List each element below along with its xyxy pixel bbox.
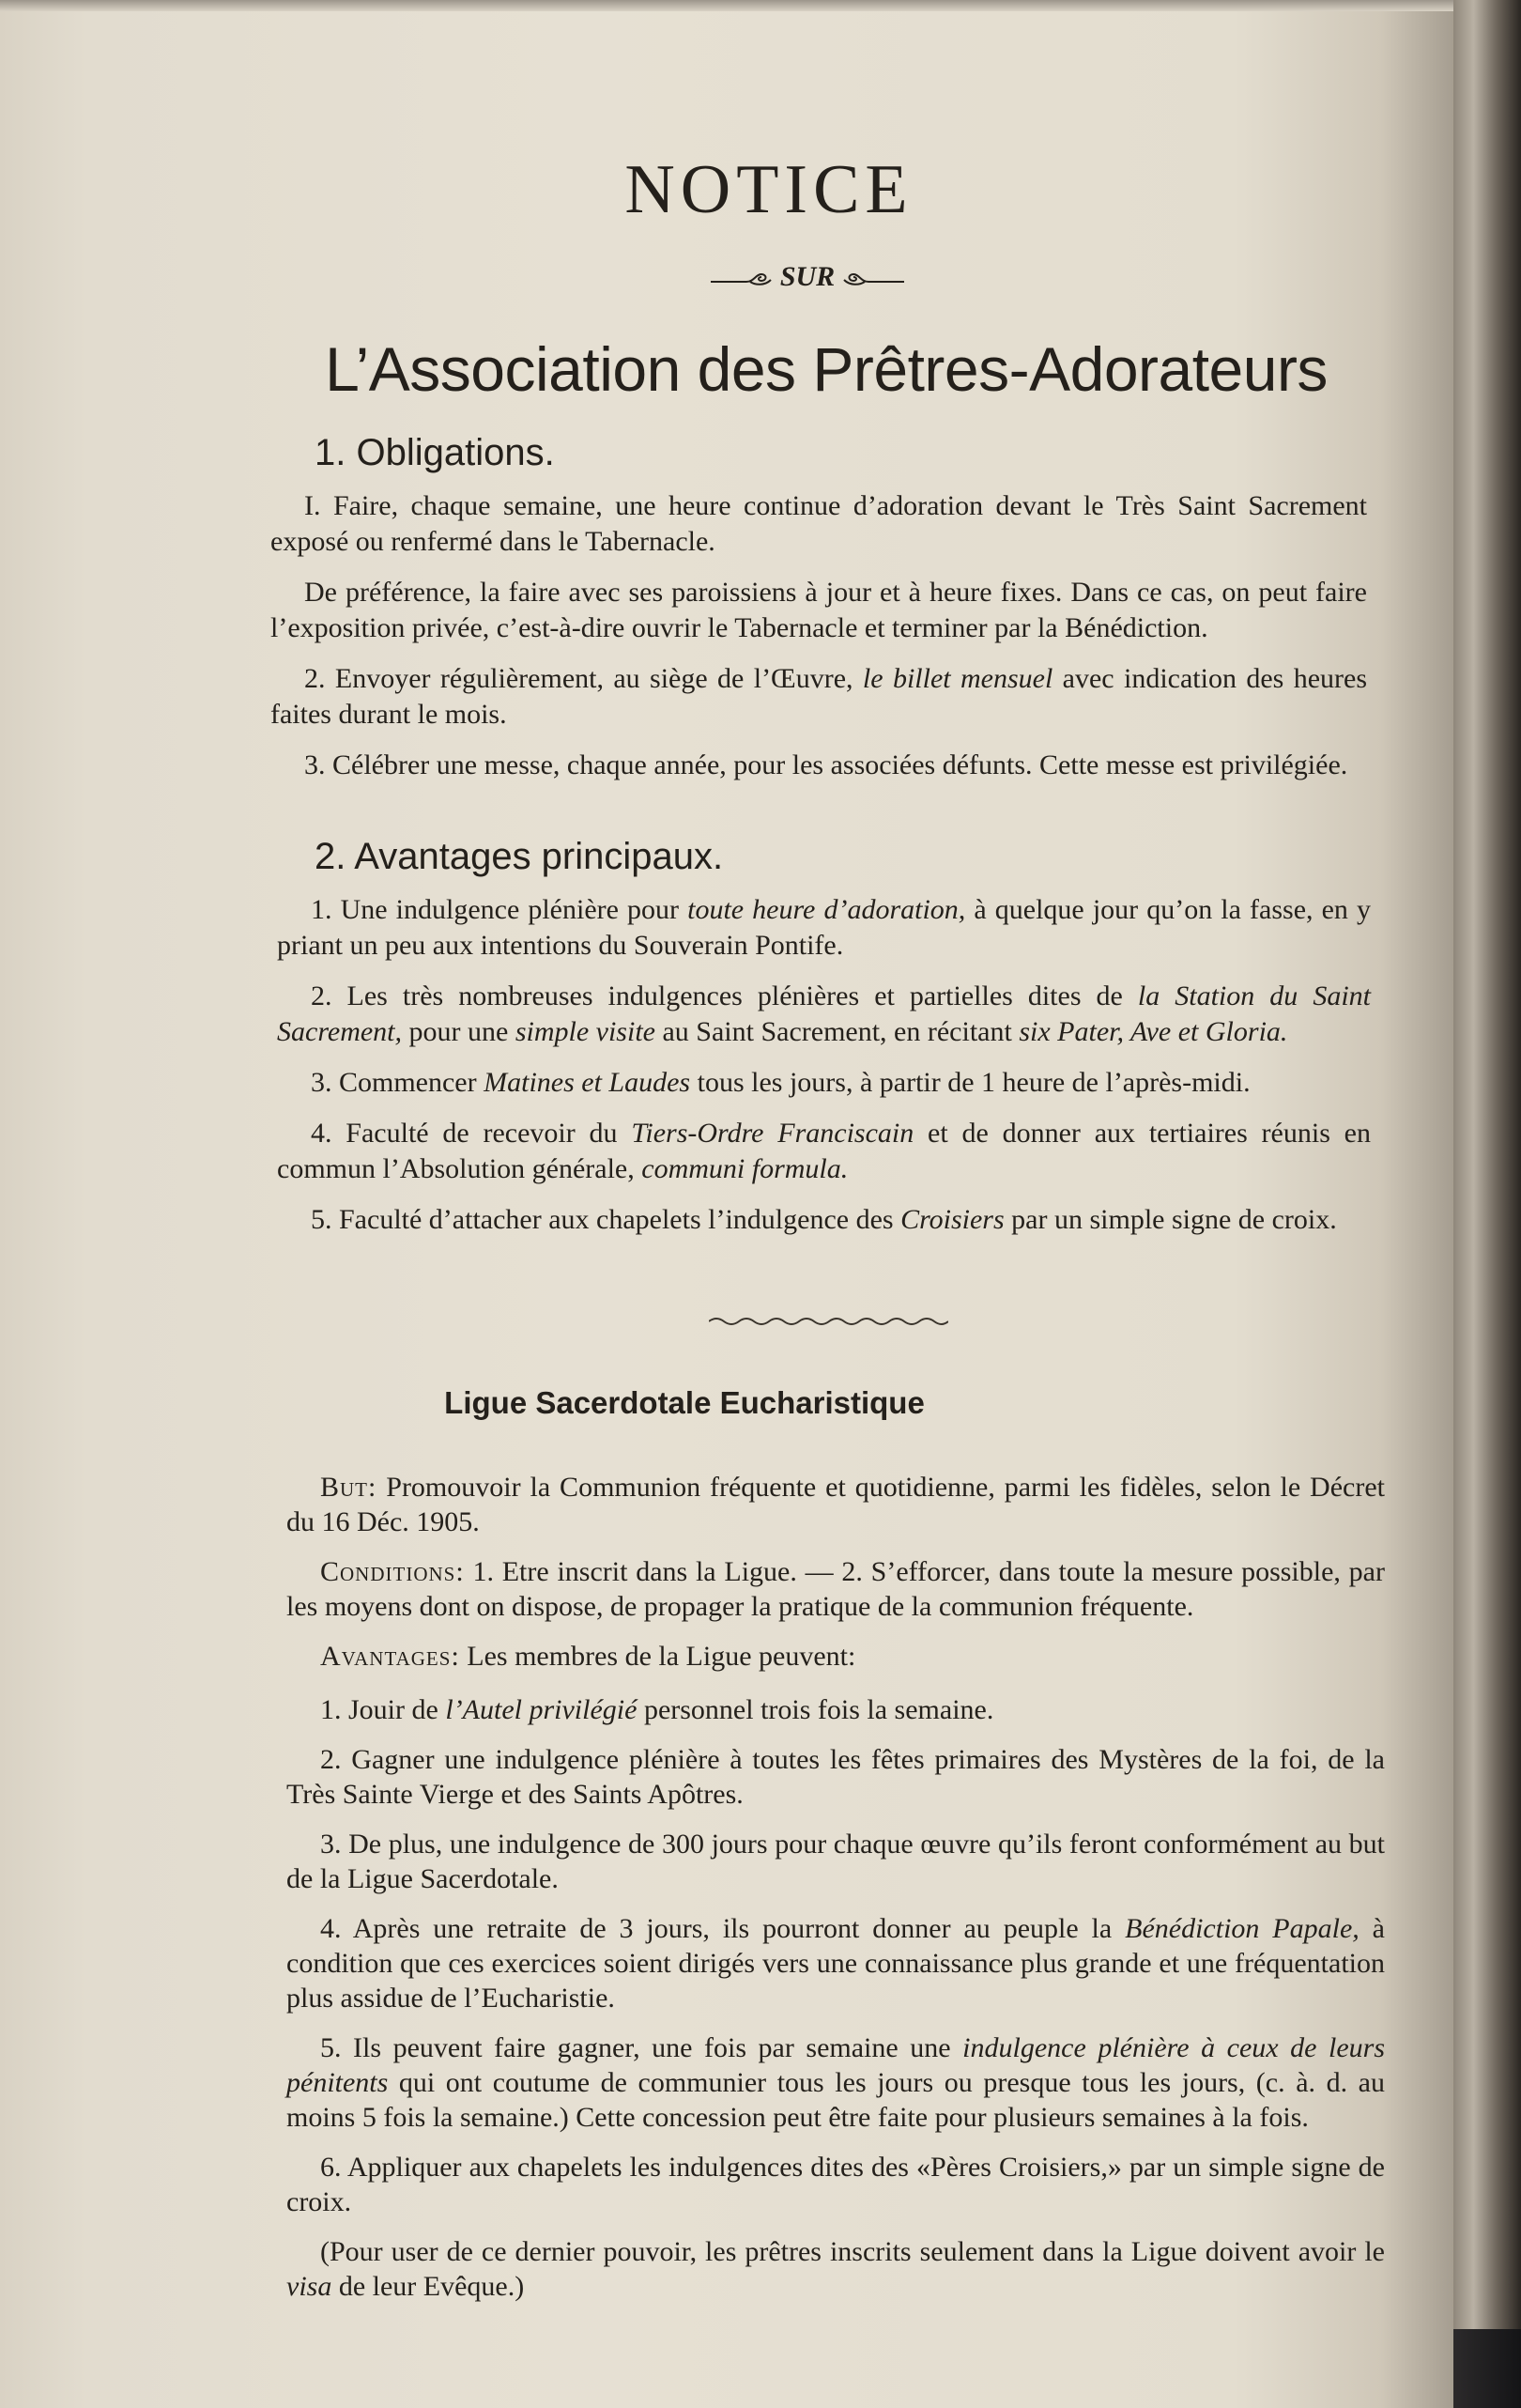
avantage-5: 5. Faculté d’attacher aux chapelets l’indulgence des Croisiers par un simple signe de croix. <box>311 1204 1337 1235</box>
avantage-1: 1. Une indulgence plénière pour toute heure d’adoration, à quelque jour qu’on la fasse, en y priant un peu aux intentions du Souverain Pontife. <box>277 894 1371 961</box>
ligue-heading: Ligue Sacerdotale Eucharistique <box>444 1385 925 1420</box>
ligue-item-6: 6. Appliquer aux chapelets les indulgences dites des «Pères Croisiers,» par un simple signe de croix. <box>286 2152 1385 2217</box>
association-heading: L’Association des Prêtres-Adorateurs <box>325 334 1328 404</box>
obligation-1: I. Faire, chaque semaine, une heure continue d’adoration devant le Très Saint Sacrement exposé ou renfermé dans le Tabernacle. <box>270 490 1367 557</box>
avantages-block <box>277 892 1371 1253</box>
ligue-avantages: Avantages: Les membres de la Ligue peuvent: <box>320 1641 856 1672</box>
obligation-1-note: De préférence, la faire avec ses paroissiens à jour et à heure fixes. Dans ce cas, on peut faire l’exposition privée, c’est-à-dire ouvrir le Tabernacle et terminer par la Bénédiction. <box>270 577 1367 643</box>
ligue-conditions: Conditions: 1. Etre inscrit dans la Ligue. — 2. S’efforcer, dans toute la mesure possible, par les moyens dont on dispose, de propager la pratique de la communion fréquente. <box>286 1556 1385 1622</box>
ligue-item-1: 1. Jouir de l’Autel privilégié personnel trois fois la semaine. <box>320 1694 994 1725</box>
ligue-but: But: Promouvoir la Communion fréquente et quotidienne, parmi les fidèles, selon le Décret du 16 Déc. 1905. <box>286 1472 1385 1537</box>
ligue-note: (Pour user de ce dernier pouvoir, les prêtres inscrits seulement dans la Ligue doivent avoir le visa de leur Evêque.) <box>286 2236 1385 2302</box>
avantage-4: 4. Faculté de recevoir du Tiers-Ordre Franciscain et de donner aux tertiaires réunis en commun l’Absolution générale, communi formula. <box>277 1118 1371 1184</box>
sur-ornament-row <box>695 258 920 296</box>
page-edge-shadow <box>1453 0 1521 2408</box>
ligue-item-3: 3. De plus, une indulgence de 300 jours pour chaque œuvre qu’ils feront conformément au but de la Ligue Sacerdotale. <box>286 1829 1385 1894</box>
section-avantages-title: 2. Avantages principaux. <box>315 836 724 877</box>
left-flourish-icon <box>709 267 775 287</box>
right-flourish-icon <box>840 267 906 287</box>
ligue-block <box>286 1470 1385 2319</box>
obligation-2: 2. Envoyer régulièrement, au siège de l’Œuvre, le billet mensuel avec indication des heures faites durant le mois. <box>270 663 1367 730</box>
avantage-2: 2. Les très nombreuses indulgences plénières et partielles dites de la Station du Saint Sacrement, pour une simple visite au Saint Sacrement, en récitant six Pater, Ave et Gloria. <box>277 980 1371 1047</box>
ligue-item-5: 5. Ils peuvent faire gagner, une fois par semaine une indulgence plénière à ceux de leurs pénitents qui ont coutume de communier tous les jours ou presque tous les jours, (c. à. d. au moins 5 fois la semaine.) Cette concession peut être faite pour plusieurs semaines à la fois. <box>286 2032 1386 2133</box>
wavy-divider <box>709 1315 948 1328</box>
avantage-3: 3. Commencer Matines et Laudes tous les jours, à partir de 1 heure de l’après-midi. <box>311 1067 1251 1098</box>
obligation-3: 3. Célébrer une messe, chaque année, pour les associées défunts. Cette messe est privilégiée. <box>304 749 1348 780</box>
ligue-item-4: 4. Après une retraite de 3 jours, ils pourront donner au peuple la Bénédiction Papale, à condition que ces exercices soient dirigés vers une connaissance plus grande et une fréquentation plus assidue de l’Eucharistie. <box>286 1913 1385 2014</box>
book-cover-corner <box>1453 2329 1521 2408</box>
obligations-block <box>270 488 1367 798</box>
sur-label: SUR <box>779 261 836 292</box>
notice-title: NOTICE <box>624 151 914 228</box>
section-obligations-title: 1. Obligations. <box>315 432 555 473</box>
ligue-item-2: 2. Gagner une indulgence plénière à toutes les fêtes primaires des Mystères de la foi, de la Très Sainte Vierge et des Saints Apôtres. <box>286 1744 1385 1810</box>
